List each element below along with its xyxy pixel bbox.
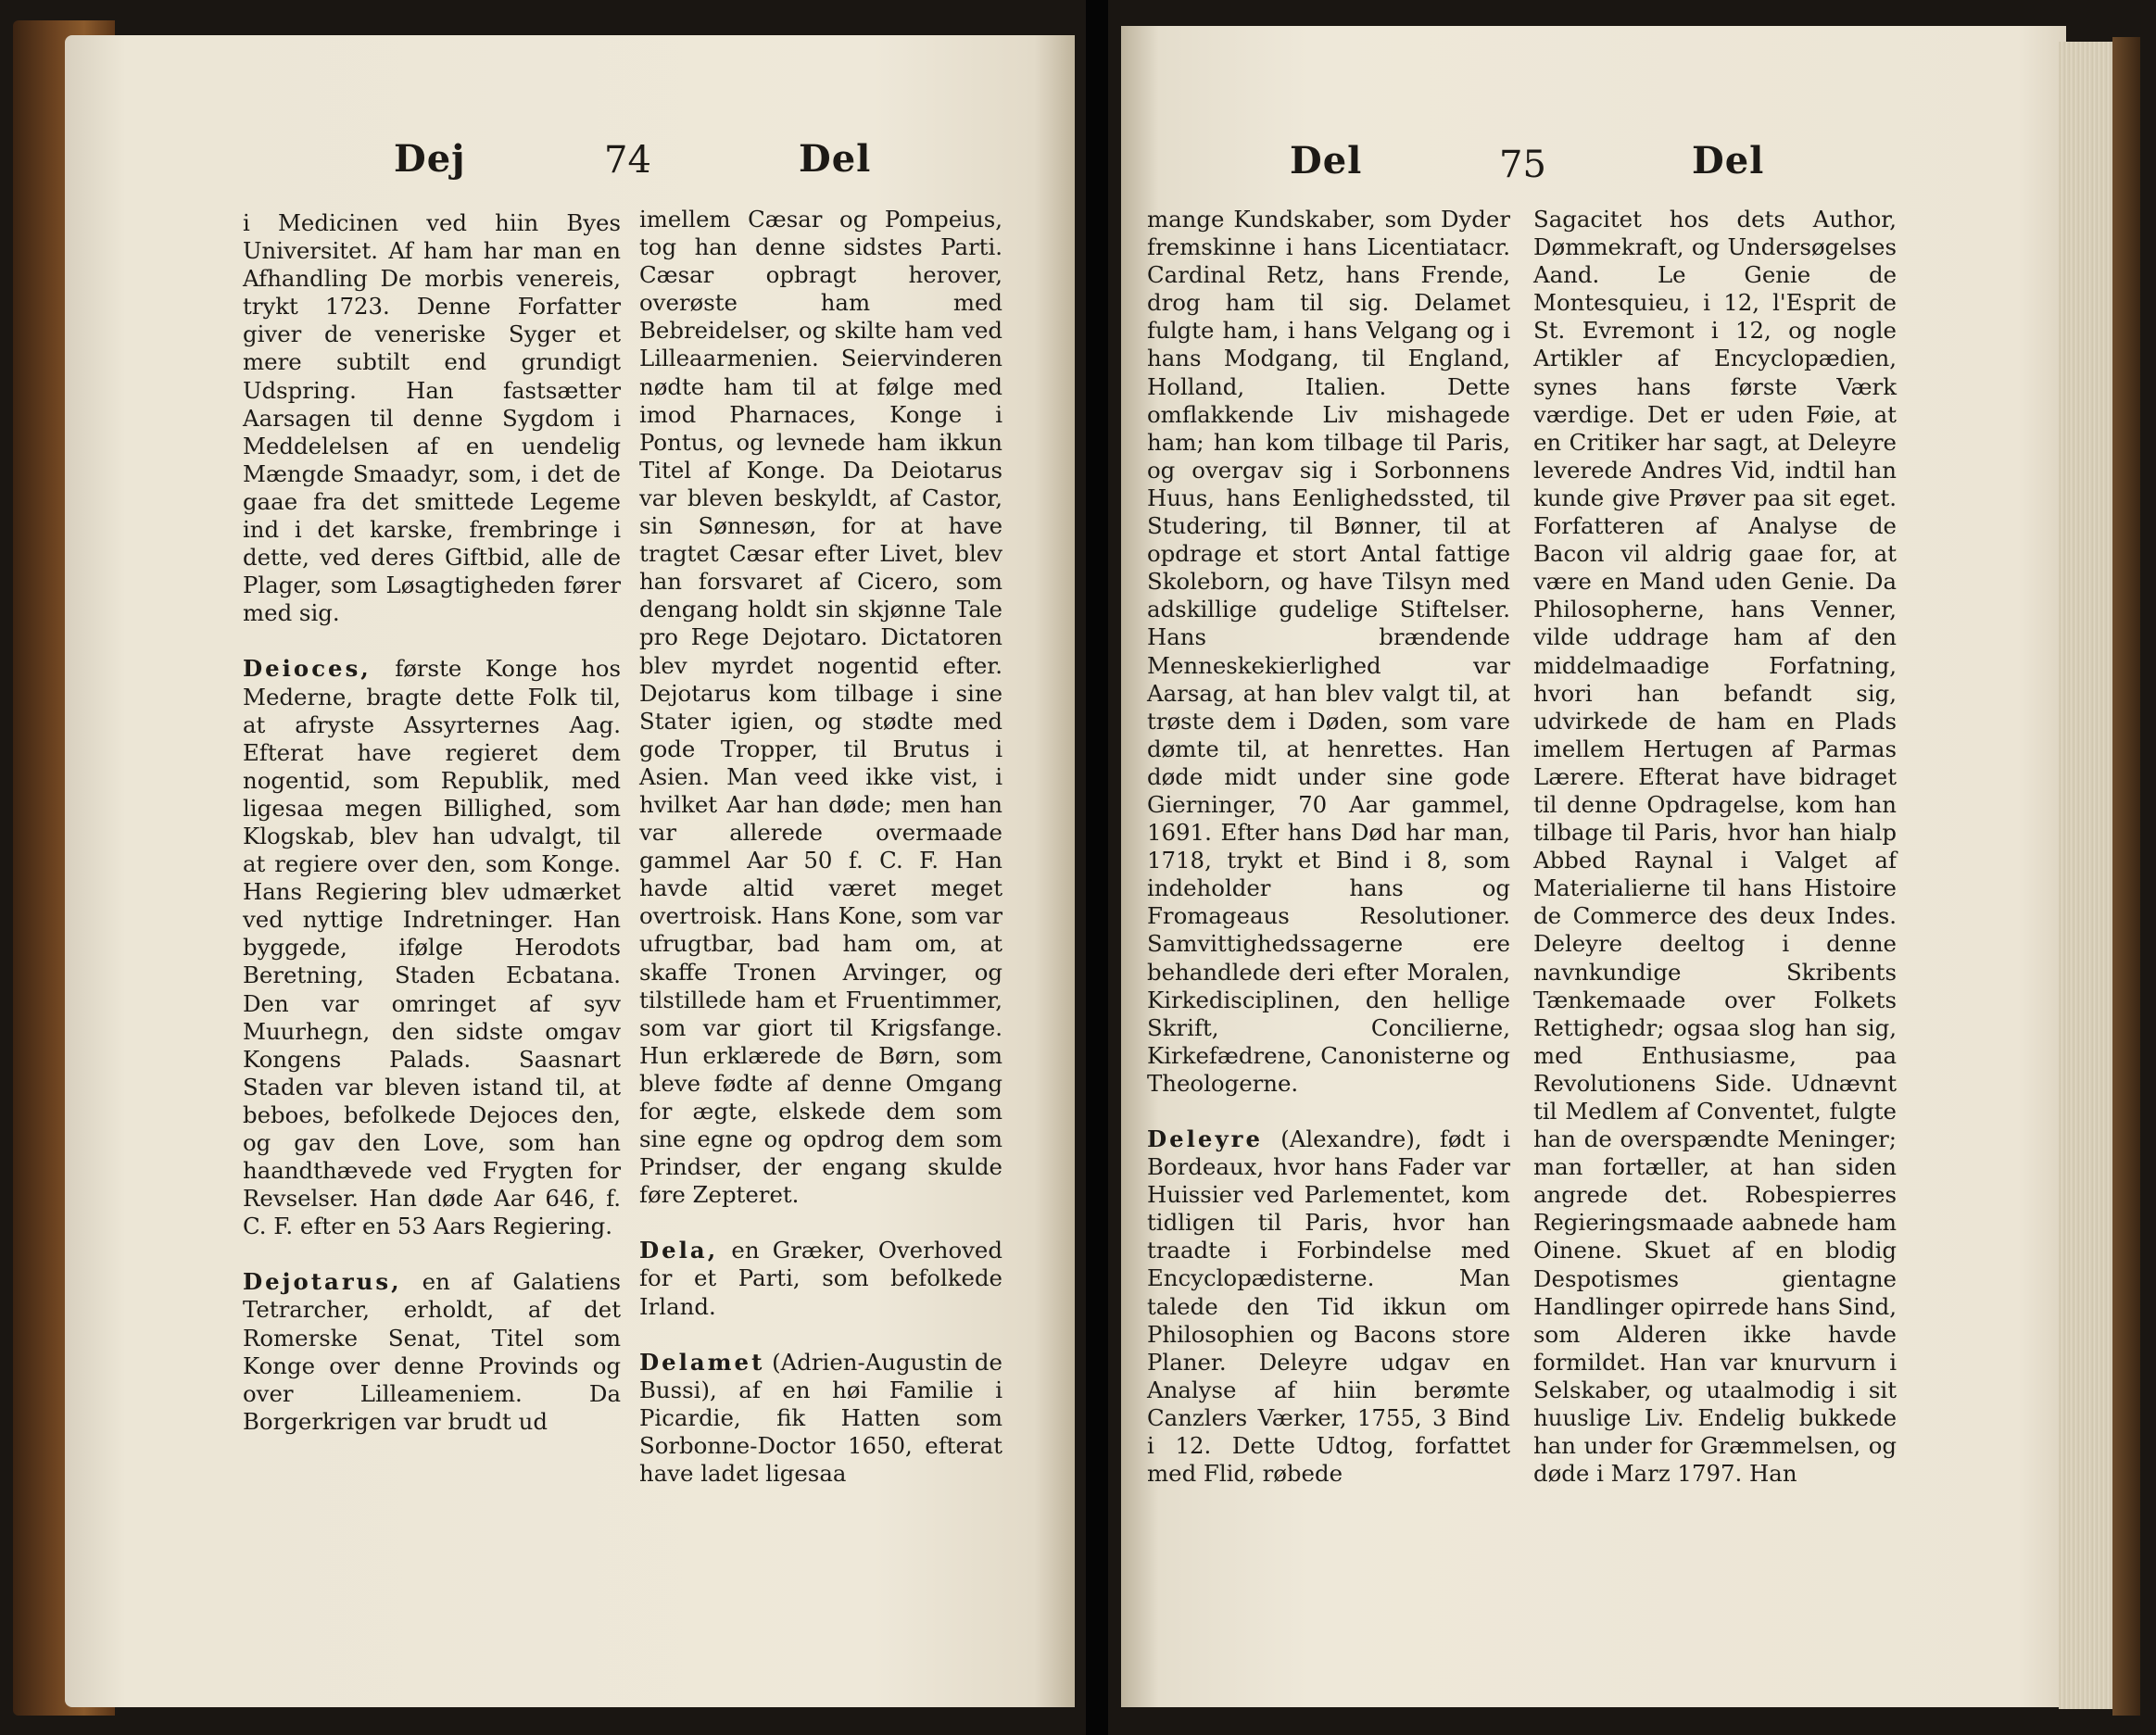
entry-text: en Græker, Overhoved for et Parti, som befolkede Irland. bbox=[639, 1237, 1002, 1320]
left-guide-word-start: Dej bbox=[394, 137, 466, 181]
entry-dejotarus bbox=[243, 1268, 621, 1436]
entry-headword: Deleyre bbox=[1147, 1125, 1263, 1152]
right-page-column-1 bbox=[1147, 206, 1510, 1488]
entry-text: en af Galatiens Tetrarcher, erholdt, af det Romerske Senat, Titel som Konge over denne Provinds og over Lilleameniem. Da Borgerkrigen var brudt ud bbox=[243, 1268, 621, 1435]
entry-text: imellem Cæsar og Pompeius, tog han denne sidstes Parti. Cæsar opbragt herover, overøste ham med Bebreidelser, og skilte ham ved Lilleaarmenien. Seiervinderen nødte ham til at følge med imod Pharnaces, Konge i Pontus, og levnede ham ikkun Titel af Konge. Da Deiotarus var bleven beskyldt, af Castor, sin Sønnesøn, for at have tragtet Cæsar efter Livet, blev han forsvaret af Cicero, som dengang holdt sin skjønne Tale pro Rege Dejotaro. Dictatoren blev myrdet nogentid efter. Dejotarus kom tilbage i sine Stater igien, og stødte med gode Tropper, til Brutus i Asien. Man veed ikke vist, i hvilket Aar han døde; men han var allerede overmaade gammel Aar 50 f. C. F. Han havde altid været meget overtroisk. Hans Kone, som var ufrugtbar, bad ham om, at skaffe Tronen Arvinger, og tilstillede ham et Fruentimmer, som var giort til Krigsfange. Hun erklærede de Børn, som bleve fødte af denne Omgang for ægte, elskede dem som sine egne og opdrog dem som Prindser, der engang skulde føre Zepteret. bbox=[639, 206, 1002, 1209]
entry-text: første Konge hos Mederne, bragte dette Folk til, at afryste Assyrternes Aag. Efterat have regieret dem nogentid, som Republik, med ligesaa megen Billighed, som Klogskab, blev han udvalgt, til at regiere over den, som Konge. Hans Regiering blev udmærket ved nyttige Indretninger. Han byggede, ifølge Herodots Beretning, Staden Ecbatana. Den var omringet af syv Muurhegn, den sidste omgav Kongens Palads. Saasnart Staden var bleven istand til, at beboes, befolkede Dejoces den, og gav den Love, som han haandthævede ved Frygten for Revselser. Han døde Aar 646, f. C. F. efter en 53 Aars Regiering. bbox=[243, 655, 621, 1240]
entry-continuation bbox=[639, 206, 1002, 1209]
left-page-number: 74 bbox=[604, 139, 651, 182]
entry-headword: Dejotarus, bbox=[243, 1268, 402, 1296]
entry-text: (Alexandre), født i Bordeaux, hvor hans Fader var Huissier ved Parlementet, kom tidligen til Paris, hvor han traadte i Forbindelse med Encyclopædisterne. Man talede den Tid ikkun om Philosophien og Bacons store Planer. Deleyre udgav en Analyse af hiin berømte Canzlers Værker, 1755, 3 Bind i 12. Dette Udtog, forfattet med Flid, røbede bbox=[1147, 1125, 1510, 1488]
right-guide-word-end: Del bbox=[1692, 139, 1765, 182]
right-page-number: 75 bbox=[1499, 144, 1546, 186]
scan-divider bbox=[1086, 0, 1108, 1735]
entry-headword: Deioces, bbox=[243, 655, 372, 683]
entry-text: Sagacitet hos dets Author, Dømmekraft, og Undersøgelses Aand. Le Genie de Montesquieu, i 12, l'Esprit de St. Evremont i 12, og nogle Artikler af Encyclopædien, synes hans første Værk værdige. Det er uden Føie, at en Critiker har sagt, at Deleyre leverede Andres Vid, indtil han kunde give Prøver paa sit eget. Forfatteren af Analyse de Bacon vil aldrig gaae for, at være en Mand uden Genie. Da Philosopherne, hans Venner, vilde uddrage ham af den middelmaadige Forfatning, hvori han befandt sig, udvirkede de ham en Plads imellem Hertugen af Parmas Lærere. Efterat have bidraget til denne Opdragelse, kom han tilbage til Paris, hvor han hialp Abbed Raynal i Valget af Materialierne til hans Histoire de Commerce des deux Indes. Deleyre deeltog i denne navnkundige Skribents Tænkemaade over Folkets Rettighedr; ogsaa slog han sig, med Enthusiasme, paa Revolutionens Side. Udnævnt til Medlem af Conventet, fulgte han de overspændte Meninger; man fortæller, at han siden angrede det. Robespierres Regieringsmaade aabnede ham Oinene. Skuet af en blodig Despotismes gientagne Handlinger opirrede hans Sind, som Alderen ikke havde formildet. Han var knurvurn i Selskaber, og utaalmodig i sit huuslige Liv. Endelig bukkede han under for Græmmelsen, og døde i Marz 1797. Han bbox=[1533, 206, 1897, 1488]
entry-headword: Dela, bbox=[639, 1237, 719, 1264]
right-page-column-2 bbox=[1533, 206, 1897, 1488]
entry-delamet bbox=[639, 1349, 1002, 1488]
entry-deleyre bbox=[1147, 1125, 1510, 1488]
entry-text: mange Kundskaber, som Dyder fremskinne i hans Licentiatacr. Cardinal Retz, hans Frende, drog ham til sig. Delamet fulgte ham, i hans Velgang og i hans Modgang, til England, Holland, Italien. Dette omflakkende Liv mishagede ham; han kom tilbage til Paris, og overgav sig i Sorbonnens Huus, hans Eenlighedssted, til Studering, til Bønner, til at opdrage et stort Antal fattige Skoleborn, og have Tilsyn med adskillige gudelige Stiftelser. Hans brændende Menneskekierlighed var Aarsag, at han blev valgt til, at trøste dem i Døden, som vare dømte til, at henrettes. Han døde midt under sine gode Gierninger, 70 Aar gammel, 1691. Efter hans Død har man, 1718, trykt et Bind i 8, som indeholder hans og Fromageaus Resolutioner. Samvittighedssagerne ere behandlede deri efter Moralen, Kirkedisciplinen, den hellige Skrift, Concilierne, Kirkefædrene, Canonisterne og Theologerne. bbox=[1147, 206, 1510, 1097]
entry-text: i Medicinen ved hiin Byes Universitet. Af ham har man en Afhandling De morbis venereis, trykt 1723. Denne Forfatter giver de veneriske Syger et mere subtilt end grundigt Udspring. Han fastsætter Aarsagen til denne Sygdom i Meddelelsen af en uendelig Mængde Smaadyr, som, i det de gaae fra det smittede Legeme ind i det karske, frembringe i dette, ved deres Giftbid, alle de Plager, som Løsagtigheden fører med sig. bbox=[243, 209, 621, 627]
entry-continuation bbox=[243, 209, 621, 627]
page-fore-edge bbox=[2059, 42, 2116, 1709]
left-page-column-1 bbox=[243, 209, 621, 1436]
left-guide-word-end: Del bbox=[799, 137, 872, 181]
entry-continuation bbox=[1147, 206, 1510, 1098]
left-page-column-2 bbox=[639, 206, 1002, 1488]
right-leather-cover bbox=[2112, 37, 2140, 1716]
entry-dela bbox=[639, 1237, 1002, 1320]
entry-deioces bbox=[243, 655, 621, 1240]
right-guide-word-start: Del bbox=[1290, 139, 1363, 182]
entry-continuation bbox=[1533, 206, 1897, 1488]
entry-headword: Delamet bbox=[639, 1348, 765, 1376]
entry-text: (Adrien-Augustin de Bussi), af en høi Familie i Picardie, fik Hatten som Sorbonne-Doctor 1650, efterat have ladet ligesaa bbox=[639, 1348, 1002, 1488]
